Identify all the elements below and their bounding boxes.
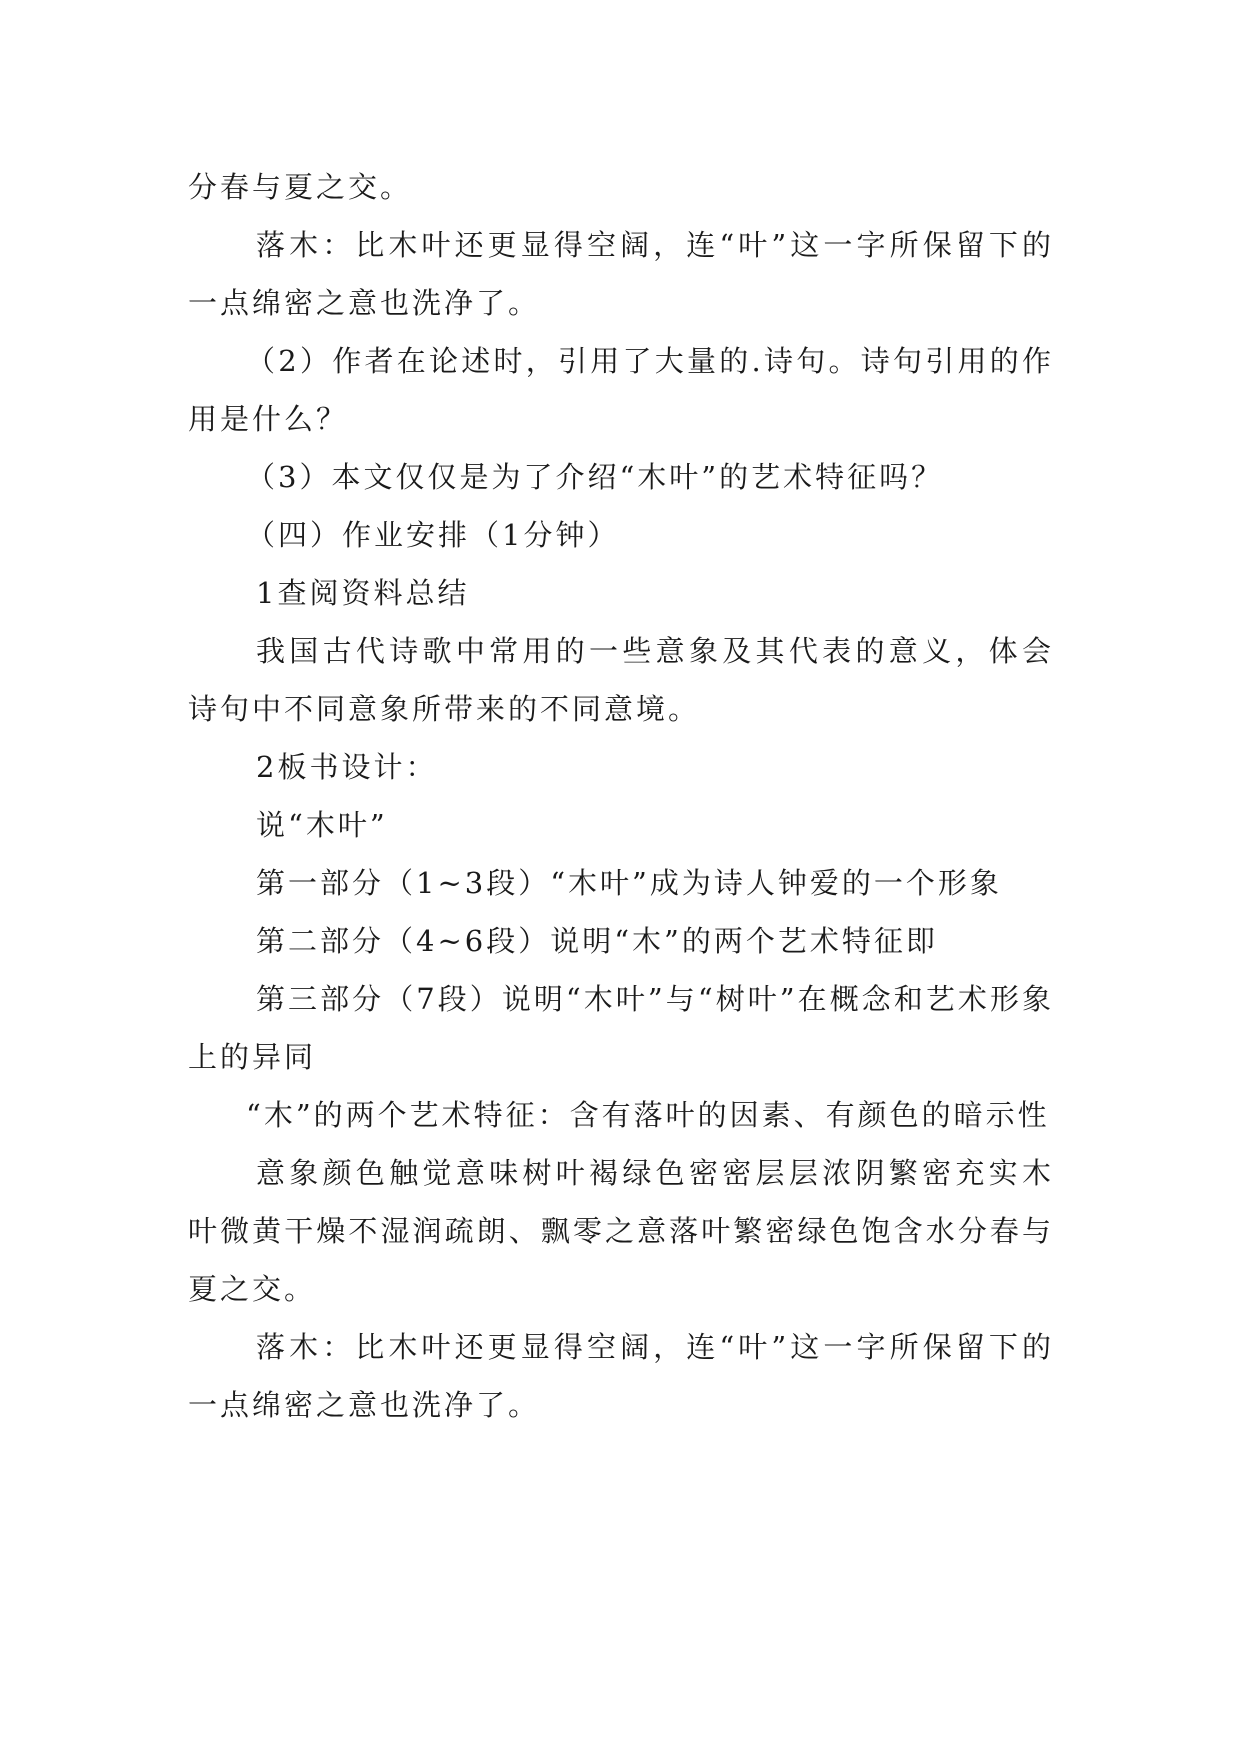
paragraph-luomu: 落木：比木叶还更显得空阔，连“叶”这一字所保留下的一点绵密之意也洗净了。 — [188, 228, 1054, 320]
paragraph-continued: 分春与夏之交。 — [188, 170, 413, 204]
board-part-3: 第三部分（7段）说明“木叶”与“树叶”在概念和艺术形象上的异同 — [188, 982, 1054, 1074]
board-features: “木”的两个艺术特征：含有落叶的因素、有颜色的暗示性 — [246, 1098, 1050, 1132]
board-part-2: 第二部分（4~6段）说明“木”的两个艺术特征即 — [256, 924, 938, 958]
question-2: （2）作者在论述时，引用了大量的.诗句。诗句引用的作用是什么？ — [188, 344, 1054, 436]
paragraph-luomu-repeat: 落木：比木叶还更显得空阔，连“叶”这一字所保留下的一点绵密之意也洗净了。 — [188, 1330, 1054, 1422]
homework-item-1: 1查阅资料总结 — [256, 576, 470, 610]
board-imagery-table: 意象颜色触觉意味树叶褐绿色密密层层浓阴繁密充实木叶微黄干燥不湿润疏朗、飘零之意落叶繁密绿色饱含水分春与夏之交。 — [188, 1156, 1054, 1306]
board-part-1: 第一部分（1~3段）“木叶”成为诗人钟爱的一个形象 — [256, 866, 1002, 900]
question-3: （3）本文仅仅是为了介绍“木叶”的艺术特征吗？ — [246, 460, 944, 494]
homework-item-1-detail: 我国古代诗歌中常用的一些意象及其代表的意义，体会诗句中不同意象所带来的不同意境。 — [188, 634, 1054, 726]
homework-item-2: 2板书设计： — [256, 750, 438, 784]
section-heading-homework: （四）作业安排（1分钟） — [246, 518, 620, 552]
document-page — [188, 158, 1054, 1434]
board-title: 说“木叶” — [256, 808, 388, 842]
